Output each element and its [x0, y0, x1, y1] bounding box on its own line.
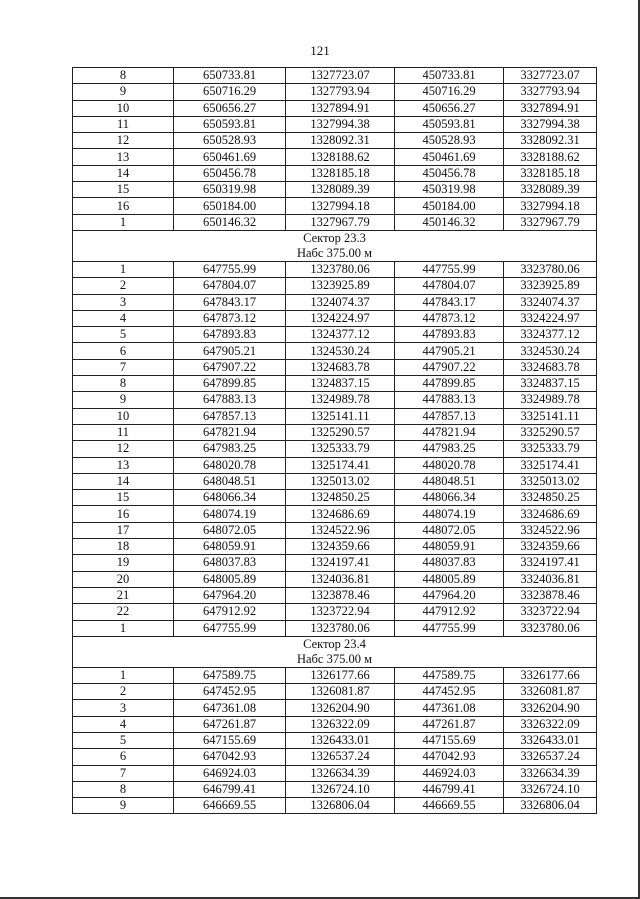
- coordinate-cell: 447261.87: [395, 716, 504, 732]
- point-number-cell: 11: [73, 424, 174, 440]
- point-number-cell: 8: [73, 68, 174, 84]
- coordinate-cell: 647883.13: [174, 392, 286, 408]
- coordinate-cell: 3323780.06: [504, 620, 597, 636]
- coordinate-cell: 3323925.89: [504, 278, 597, 294]
- coordinate-cell: 1325174.41: [286, 457, 395, 473]
- point-number-cell: 16: [73, 506, 174, 522]
- point-number-cell: 10: [73, 100, 174, 116]
- coordinate-cell: 447983.25: [395, 441, 504, 457]
- coordinate-cell: 648005.89: [174, 571, 286, 587]
- coordinate-cell: 647042.93: [174, 749, 286, 765]
- section-subtitle: Набс 375.00 м: [296, 245, 373, 260]
- table-row: [73, 214, 597, 230]
- coordinate-cell: 3326322.09: [504, 716, 597, 732]
- table-row: [73, 278, 597, 294]
- coordinate-cell: 647755.99: [174, 261, 286, 277]
- point-number-cell: 8: [73, 781, 174, 797]
- coordinate-cell: 3327793.94: [504, 84, 597, 100]
- point-number-cell: 22: [73, 604, 174, 620]
- coordinate-cell: 3324530.24: [504, 343, 597, 359]
- coordinate-cell: 1328092.31: [286, 133, 395, 149]
- point-number-cell: 20: [73, 571, 174, 587]
- coordinate-cell: 446669.55: [395, 798, 504, 814]
- table-row: [73, 604, 597, 620]
- coordinate-cell: 3324989.78: [504, 392, 597, 408]
- coordinate-cell: 1326322.09: [286, 716, 395, 732]
- coordinate-cell: 3324683.78: [504, 359, 597, 375]
- coordinate-cell: 3326204.90: [504, 700, 597, 716]
- coordinate-cell: 447964.20: [395, 587, 504, 603]
- coordinate-cell: 448048.51: [395, 473, 504, 489]
- coordinate-cell: 648037.83: [174, 555, 286, 571]
- coordinate-cell: 647893.83: [174, 327, 286, 343]
- coordinate-cell: 650716.29: [174, 84, 286, 100]
- coordinate-cell: 3328185.18: [504, 165, 597, 181]
- table-row: [73, 457, 597, 473]
- coordinate-cell: 447907.22: [395, 359, 504, 375]
- table-row: [73, 182, 597, 198]
- coordinate-cell: 3324224.97: [504, 310, 597, 326]
- point-number-cell: 5: [73, 732, 174, 748]
- section-header-cell: [73, 636, 597, 667]
- coordinate-cell: 447912.92: [395, 604, 504, 620]
- coordinate-cell: 1326537.24: [286, 749, 395, 765]
- point-number-cell: 4: [73, 310, 174, 326]
- coordinate-cell: 647843.17: [174, 294, 286, 310]
- table-row: [73, 555, 597, 571]
- coordinate-cell: 447821.94: [395, 424, 504, 440]
- coordinate-cell: 3325333.79: [504, 441, 597, 457]
- coordinate-cell: 1327894.91: [286, 100, 395, 116]
- point-number-cell: 2: [73, 278, 174, 294]
- coordinate-cell: 650528.93: [174, 133, 286, 149]
- coordinate-cell: 3326537.24: [504, 749, 597, 765]
- coordinate-cell: 1325333.79: [286, 441, 395, 457]
- table-row: [73, 684, 597, 700]
- coordinate-cell: 647755.99: [174, 620, 286, 636]
- coordinate-cell: 3323878.46: [504, 587, 597, 603]
- coordinate-cell: 446799.41: [395, 781, 504, 797]
- coordinate-cell: 1324522.96: [286, 522, 395, 538]
- point-number-cell: 14: [73, 165, 174, 181]
- coordinate-cell: 1327994.18: [286, 198, 395, 214]
- coordinate-cell: 648072.05: [174, 522, 286, 538]
- point-number-cell: 7: [73, 765, 174, 781]
- point-number-cell: 3: [73, 294, 174, 310]
- coordinate-cell: 1324850.25: [286, 490, 395, 506]
- table-row: [73, 84, 597, 100]
- coordinate-cell: 647907.22: [174, 359, 286, 375]
- coordinate-cell: 3324837.15: [504, 376, 597, 392]
- coordinate-cell: 3324036.81: [504, 571, 597, 587]
- point-number-cell: 14: [73, 473, 174, 489]
- coordinate-cell: 3325141.11: [504, 408, 597, 424]
- table-row: [73, 149, 597, 165]
- coordinate-cell: 647964.20: [174, 587, 286, 603]
- coordinate-cell: 648048.51: [174, 473, 286, 489]
- coordinate-cell: 450733.81: [395, 68, 504, 84]
- point-number-cell: 11: [73, 116, 174, 132]
- table-row: [73, 539, 597, 555]
- table-row: [73, 587, 597, 603]
- coordinate-cell: 448059.91: [395, 539, 504, 555]
- point-number-cell: 15: [73, 490, 174, 506]
- coordinate-cell: 3328188.62: [504, 149, 597, 165]
- point-number-cell: 7: [73, 359, 174, 375]
- point-number-cell: 13: [73, 149, 174, 165]
- table-row: [73, 473, 597, 489]
- coordinate-cell: 646799.41: [174, 781, 286, 797]
- coordinate-cell: 1323925.89: [286, 278, 395, 294]
- coordinate-cell: 647452.95: [174, 684, 286, 700]
- coordinate-cell: 447804.07: [395, 278, 504, 294]
- table-row: [73, 310, 597, 326]
- point-number-cell: 1: [73, 214, 174, 230]
- coordinate-cell: 1325290.57: [286, 424, 395, 440]
- coordinate-cell: 647155.69: [174, 732, 286, 748]
- coordinate-cell: 1326806.04: [286, 798, 395, 814]
- coordinate-cell: 447589.75: [395, 667, 504, 683]
- coordinate-cell: 650461.69: [174, 149, 286, 165]
- coordinate-cell: 1324686.69: [286, 506, 395, 522]
- point-number-cell: 1: [73, 620, 174, 636]
- coordinate-cell: 1326177.66: [286, 667, 395, 683]
- coordinate-cell: 648020.78: [174, 457, 286, 473]
- table-row: [73, 765, 597, 781]
- coordinate-cell: 3327723.07: [504, 68, 597, 84]
- coordinate-cell: 3326634.39: [504, 765, 597, 781]
- coordinate-cell: 1325013.02: [286, 473, 395, 489]
- coordinate-cell: 647821.94: [174, 424, 286, 440]
- point-number-cell: 8: [73, 376, 174, 392]
- point-number-cell: 3: [73, 700, 174, 716]
- coordinate-cell: 447905.21: [395, 343, 504, 359]
- coordinate-cell: 1324197.41: [286, 555, 395, 571]
- section-subtitle: Набс 375.00 м: [296, 651, 373, 666]
- coordinate-cell: 648059.91: [174, 539, 286, 555]
- table-row: [73, 165, 597, 181]
- coordinate-cell: 1327967.79: [286, 214, 395, 230]
- coordinate-cell: 448037.83: [395, 555, 504, 571]
- coordinate-cell: 3323722.94: [504, 604, 597, 620]
- coordinate-cell: 1324224.97: [286, 310, 395, 326]
- coordinate-cell: 647804.07: [174, 278, 286, 294]
- point-number-cell: 6: [73, 749, 174, 765]
- coordinate-cell: 650456.78: [174, 165, 286, 181]
- coordinate-cell: 1324530.24: [286, 343, 395, 359]
- coordinate-cell: 3324197.41: [504, 555, 597, 571]
- table-row: [73, 441, 597, 457]
- coordinate-cell: 450184.00: [395, 198, 504, 214]
- coordinate-cell: 3327967.79: [504, 214, 597, 230]
- coordinate-cell: 1323780.06: [286, 261, 395, 277]
- coordinate-cell: 1324359.66: [286, 539, 395, 555]
- point-number-cell: 21: [73, 587, 174, 603]
- point-number-cell: 5: [73, 327, 174, 343]
- coordinate-cell: 1327793.94: [286, 84, 395, 100]
- coordinate-cell: 1323878.46: [286, 587, 395, 603]
- table-row: [73, 700, 597, 716]
- coordinate-cell: 646924.03: [174, 765, 286, 781]
- table-row: [73, 732, 597, 748]
- coordinate-cell: 1324683.78: [286, 359, 395, 375]
- coordinate-cell: 1324036.81: [286, 571, 395, 587]
- point-number-cell: 13: [73, 457, 174, 473]
- table-row: [73, 343, 597, 359]
- table-row: [73, 716, 597, 732]
- point-number-cell: 10: [73, 408, 174, 424]
- point-number-cell: 16: [73, 198, 174, 214]
- coordinate-cell: 447857.13: [395, 408, 504, 424]
- coordinate-cell: 3327994.38: [504, 116, 597, 132]
- table-row: [73, 392, 597, 408]
- coordinate-cell: 1327994.38: [286, 116, 395, 132]
- coordinate-cell: 447843.17: [395, 294, 504, 310]
- coordinate-cell: 447361.08: [395, 700, 504, 716]
- coordinate-cell: 647873.12: [174, 310, 286, 326]
- coordinate-cell: 1325141.11: [286, 408, 395, 424]
- coordinate-cell: 450146.32: [395, 214, 504, 230]
- coordinate-cell: 448072.05: [395, 522, 504, 538]
- table-row: [73, 490, 597, 506]
- table-row: [73, 294, 597, 310]
- coordinate-cell: 1326724.10: [286, 781, 395, 797]
- point-number-cell: 6: [73, 343, 174, 359]
- coordinate-cell: 650656.27: [174, 100, 286, 116]
- table-row: [73, 798, 597, 814]
- coordinate-cell: 3325290.57: [504, 424, 597, 440]
- coordinate-cell: 3326081.87: [504, 684, 597, 700]
- point-number-cell: 1: [73, 667, 174, 683]
- coordinate-cell: 3326177.66: [504, 667, 597, 683]
- coordinate-cell: 646669.55: [174, 798, 286, 814]
- coordinate-cell: 447893.83: [395, 327, 504, 343]
- point-number-cell: 9: [73, 798, 174, 814]
- table-row: [73, 116, 597, 132]
- coordinate-cell: 3323780.06: [504, 261, 597, 277]
- table-row: [73, 749, 597, 765]
- table-row: [73, 781, 597, 797]
- coordinate-cell: 650319.98: [174, 182, 286, 198]
- coordinate-cell: 1328185.18: [286, 165, 395, 181]
- point-number-cell: 9: [73, 84, 174, 100]
- coordinate-cell: 447755.99: [395, 620, 504, 636]
- table-row: [73, 408, 597, 424]
- point-number-cell: 4: [73, 716, 174, 732]
- point-number-cell: 1: [73, 261, 174, 277]
- table-row: [73, 620, 597, 636]
- coordinate-cell: 648066.34: [174, 490, 286, 506]
- point-number-cell: 19: [73, 555, 174, 571]
- table-row: [73, 327, 597, 343]
- coordinate-cell: 447755.99: [395, 261, 504, 277]
- coordinate-cell: 1326433.01: [286, 732, 395, 748]
- section-header-row: [73, 230, 597, 261]
- section-header-row: [73, 636, 597, 667]
- coordinate-cell: 650184.00: [174, 198, 286, 214]
- coordinate-cell: 647983.25: [174, 441, 286, 457]
- coordinate-cell: 1328188.62: [286, 149, 395, 165]
- coordinate-cell: 647899.85: [174, 376, 286, 392]
- coordinate-cell: 447883.13: [395, 392, 504, 408]
- coordinate-cell: 3326433.01: [504, 732, 597, 748]
- coordinate-cell: 448066.34: [395, 490, 504, 506]
- coordinate-cell: 650733.81: [174, 68, 286, 84]
- coordinate-cell: 450716.29: [395, 84, 504, 100]
- coordinate-cell: 1324074.37: [286, 294, 395, 310]
- coordinate-cell: 650593.81: [174, 116, 286, 132]
- coordinate-cell: 3324522.96: [504, 522, 597, 538]
- coordinate-cell: 3327894.91: [504, 100, 597, 116]
- table-row: [73, 506, 597, 522]
- coordinate-cell: 450456.78: [395, 165, 504, 181]
- coordinate-cell: 1326634.39: [286, 765, 395, 781]
- table-row: [73, 571, 597, 587]
- coordinate-cell: 447042.93: [395, 749, 504, 765]
- table-row: [73, 133, 597, 149]
- point-number-cell: 12: [73, 133, 174, 149]
- coordinate-cell: 447873.12: [395, 310, 504, 326]
- coordinate-cell: 647912.92: [174, 604, 286, 620]
- coordinate-cell: 647589.75: [174, 667, 286, 683]
- coordinates-table: [72, 67, 597, 814]
- coordinate-cell: 647261.87: [174, 716, 286, 732]
- coordinate-cell: 1327723.07: [286, 68, 395, 84]
- point-number-cell: 18: [73, 539, 174, 555]
- coordinate-cell: 446924.03: [395, 765, 504, 781]
- coordinate-cell: 1323722.94: [286, 604, 395, 620]
- table-row: [73, 359, 597, 375]
- coordinate-cell: 1326081.87: [286, 684, 395, 700]
- coordinate-cell: 3324686.69: [504, 506, 597, 522]
- coordinate-cell: 648074.19: [174, 506, 286, 522]
- coordinate-cell: 3326724.10: [504, 781, 597, 797]
- coordinate-cell: 447452.95: [395, 684, 504, 700]
- table-row: [73, 522, 597, 538]
- coordinate-cell: 650146.32: [174, 214, 286, 230]
- coordinate-cell: 3324359.66: [504, 539, 597, 555]
- table-row: [73, 198, 597, 214]
- coordinate-cell: 1324989.78: [286, 392, 395, 408]
- coordinate-cell: 1326204.90: [286, 700, 395, 716]
- coordinate-cell: 1324377.12: [286, 327, 395, 343]
- coordinate-cell: 3324074.37: [504, 294, 597, 310]
- coordinate-cell: 450461.69: [395, 149, 504, 165]
- section-title: Сектор 23.3: [303, 230, 366, 245]
- coordinate-cell: 450319.98: [395, 182, 504, 198]
- point-number-cell: 2: [73, 684, 174, 700]
- coordinate-cell: 448020.78: [395, 457, 504, 473]
- coordinate-cell: 448005.89: [395, 571, 504, 587]
- coordinate-cell: 447155.69: [395, 732, 504, 748]
- coordinate-cell: 3324850.25: [504, 490, 597, 506]
- page-number: 121: [310, 43, 330, 58]
- table-row: [73, 424, 597, 440]
- point-number-cell: 15: [73, 182, 174, 198]
- coordinate-cell: 647361.08: [174, 700, 286, 716]
- coordinate-cell: 1328089.39: [286, 182, 395, 198]
- coordinate-cell: 3327994.18: [504, 198, 597, 214]
- coordinate-cell: 1323780.06: [286, 620, 395, 636]
- coordinate-cell: 3328092.31: [504, 133, 597, 149]
- coordinate-cell: 3324377.12: [504, 327, 597, 343]
- coordinate-cell: 448074.19: [395, 506, 504, 522]
- table-row: [73, 68, 597, 84]
- coordinate-cell: 450528.93: [395, 133, 504, 149]
- coordinate-cell: 447899.85: [395, 376, 504, 392]
- point-number-cell: 17: [73, 522, 174, 538]
- table-row: [73, 376, 597, 392]
- coordinate-cell: 450656.27: [395, 100, 504, 116]
- coordinate-cell: 647905.21: [174, 343, 286, 359]
- table-row: [73, 667, 597, 683]
- section-header-cell: [73, 230, 597, 261]
- coordinate-cell: 647857.13: [174, 408, 286, 424]
- table-row: [73, 261, 597, 277]
- coordinate-cell: 3325174.41: [504, 457, 597, 473]
- point-number-cell: 12: [73, 441, 174, 457]
- point-number-cell: 9: [73, 392, 174, 408]
- coordinate-cell: 3325013.02: [504, 473, 597, 489]
- coordinate-cell: 450593.81: [395, 116, 504, 132]
- section-title: Сектор 23.4: [303, 636, 366, 651]
- table-row: [73, 100, 597, 116]
- coordinate-cell: 3326806.04: [504, 798, 597, 814]
- coordinate-cell: 1324837.15: [286, 376, 395, 392]
- coordinate-cell: 3328089.39: [504, 182, 597, 198]
